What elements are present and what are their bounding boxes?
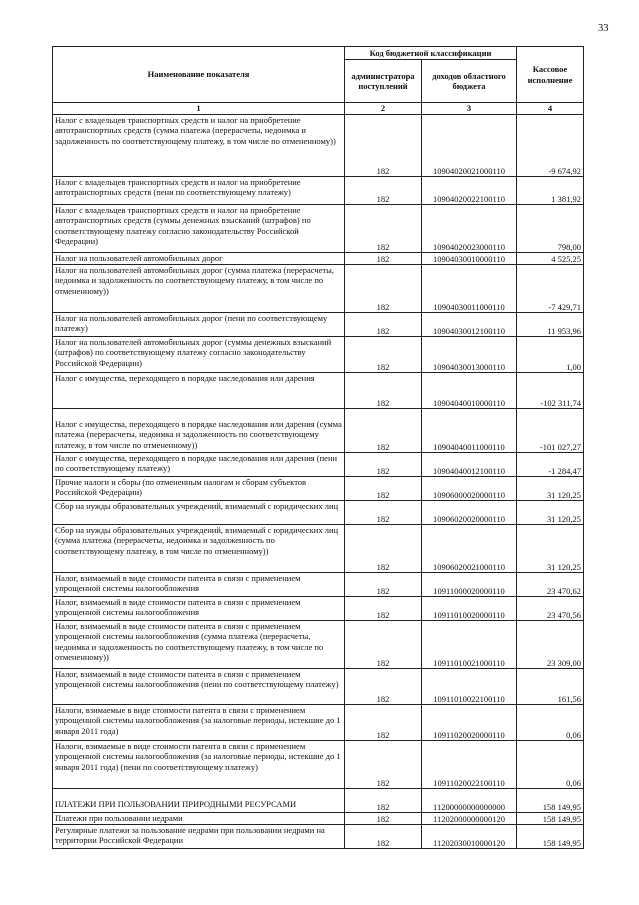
row-name: Налог с имущества, переходящего в порядке наследования или дарения [53,373,345,409]
row-name: Налоги, взимаемые в виде стоимости патента в связи с применением упрощенной системы налогообложения (за налоговые периоды, истекшие до 1 января 2011 года) (пени по соответствующему платежу) [53,741,345,789]
row-admin-code: 182 [345,789,422,813]
row-income-code: 10904020022100110 [422,177,517,205]
row-income-code: 10904040012100110 [422,453,517,477]
table-row [53,621,584,669]
row-income-code: 10911020020000110 [422,705,517,741]
row-name: Платежи при пользовании недрами [53,813,345,825]
header-income: доходов областного бюджета [422,60,517,103]
table-row [53,409,584,453]
row-income-code: 10904030011000110 [422,265,517,313]
row-name: Прочие налоги и сборы (по отмененным налогам и сборам субъектов Российской Федерации) [53,477,345,501]
row-amount: 11 953,96 [517,313,584,337]
row-amount: 158 149,95 [517,825,584,849]
row-income-code: 10906020020000110 [422,501,517,525]
row-amount: 798,00 [517,205,584,253]
header-colnum-2: 2 [345,103,422,115]
row-admin-code: 182 [345,177,422,205]
row-name: ПЛАТЕЖИ ПРИ ПОЛЬЗОВАНИИ ПРИРОДНЫМИ РЕСУРСАМИ [53,789,345,813]
row-income-code: 10904040010000110 [422,373,517,409]
row-admin-code: 182 [345,313,422,337]
row-admin-code: 182 [345,115,422,177]
header-code-group: Код бюджетной классификации [345,47,517,60]
row-income-code: 10904030012100110 [422,313,517,337]
row-admin-code: 182 [345,813,422,825]
table-row [53,825,584,849]
row-income-code: 10911010021000110 [422,621,517,669]
row-admin-code: 182 [345,597,422,621]
header-colnum-1: 1 [53,103,345,115]
row-admin-code: 182 [345,705,422,741]
budget-table [52,46,584,849]
row-income-code: 10904030010000110 [422,253,517,265]
row-admin-code: 182 [345,525,422,573]
table-row [53,597,584,621]
row-name: Сбор на нужды образовательных учреждений, взимаемый с юридических лиц (сумма платежа (перерасчеты, недоимка и задолженность по соответствующему платежу, в том числе по отмененному)) [53,525,345,573]
table-row [53,205,584,253]
row-amount: 31 120,25 [517,477,584,501]
row-income-code: 10906000020000110 [422,477,517,501]
row-name: Налог на пользователей автомобильных дорог (пени по соответствующему платежу) [53,313,345,337]
table-row [53,525,584,573]
row-income-code: 10904040011000110 [422,409,517,453]
row-admin-code: 182 [345,453,422,477]
table-row [53,573,584,597]
header-colnum-3: 3 [422,103,517,115]
table-row [53,177,584,205]
row-name: Налог на пользователей автомобильных дорог [53,253,345,265]
row-name: Регулярные платежи за пользование недрами при пользовании недрами на территории Российской Федерации [53,825,345,849]
row-name: Налог с владельцев транспортных средств и налог на приобретение автотранспортных средств (пени по соответствующему платежу) [53,177,345,205]
row-income-code: 10904020023000110 [422,205,517,253]
row-amount: 4 525,25 [517,253,584,265]
row-name: Налог с владельцев транспортных средств и налог на приобретение автотранспортных средств (сумма платежа (перерасчеты, недоимка и задолженность по соответствующему платежу, в том числе по отмененному)) [53,115,345,177]
row-admin-code: 182 [345,205,422,253]
row-name: Налог с имущества, переходящего в порядке наследования или дарения (пени по соответствующему платежу) [53,453,345,477]
table-row [53,373,584,409]
row-amount: 158 149,95 [517,813,584,825]
row-amount: -7 429,71 [517,265,584,313]
table-row [53,265,584,313]
row-name: Налог с имущества, переходящего в порядке наследования или дарения (сумма платежа (перерасчеты, недоимка и задолженность по соответствующему платежу, в том числе по отмененному)) [53,409,345,453]
header-admin: администратора поступлений [345,60,422,103]
row-admin-code: 182 [345,741,422,789]
row-amount: -1 284,47 [517,453,584,477]
row-admin-code: 182 [345,373,422,409]
row-income-code: 10911000020000110 [422,573,517,597]
row-income-code: 10911020022100110 [422,741,517,789]
row-admin-code: 182 [345,337,422,373]
table-row [53,115,584,177]
header-colnum-4: 4 [517,103,584,115]
row-amount: -101 027,27 [517,409,584,453]
table-row [53,705,584,741]
header-amount: Кассовое исполнение [517,47,584,103]
row-name: Налог на пользователей автомобильных дорог (суммы денежных взысканий (штрафов) по соответствующему платежу согласно законодательству Российской Федерации) [53,337,345,373]
row-admin-code: 182 [345,669,422,705]
table-row [53,789,584,813]
table-row [53,741,584,789]
table-row [53,453,584,477]
row-amount: 31 120,25 [517,525,584,573]
row-amount: -102 311,74 [517,373,584,409]
row-admin-code: 182 [345,825,422,849]
row-amount: 23 309,00 [517,621,584,669]
row-amount: 23 470,62 [517,573,584,597]
table-row [53,669,584,705]
row-name: Налог, взимаемый в виде стоимости патента в связи с применением упрощенной системы налогообложения (сумма платежа (перерасчеты, недоимка и задолженность по соответствующему платежу, в том числе по отмененному)) [53,621,345,669]
row-admin-code: 182 [345,477,422,501]
row-name: Налог с владельцев транспортных средств и налог на приобретение автотранспортных средств (суммы денежных взысканий (штрафов) по соответствующему платежу согласно законодательству Российской Федерации) [53,205,345,253]
row-name: Сбор на нужды образовательных учреждений, взимаемый с юридических лиц [53,501,345,525]
page-number: 33 [598,23,609,34]
row-admin-code: 182 [345,573,422,597]
row-name: Налог, взимаемый в виде стоимости патента в связи с применением упрощенной системы налогообложения [53,573,345,597]
row-amount: 0,06 [517,741,584,789]
row-admin-code: 182 [345,253,422,265]
row-amount: 0,06 [517,705,584,741]
row-name: Налоги, взимаемые в виде стоимости патента в связи с применением упрощенной системы налогообложения (за налоговые периоды, истекшие до 1 января 2011 года) [53,705,345,741]
row-amount: 161,56 [517,669,584,705]
table-row [53,813,584,825]
row-amount: -9 674,92 [517,115,584,177]
row-income-code: 11202030010000120 [422,825,517,849]
table-row [53,337,584,373]
row-amount: 158 149,95 [517,789,584,813]
row-income-code: 10911010020000110 [422,597,517,621]
table-row [53,477,584,501]
row-income-code: 11200000000000000 [422,789,517,813]
row-income-code: 10906020021000110 [422,525,517,573]
row-admin-code: 182 [345,621,422,669]
row-income-code: 10911010022100110 [422,669,517,705]
row-admin-code: 182 [345,501,422,525]
row-income-code: 10904020021000110 [422,115,517,177]
header-name: Наименование показателя [53,47,345,103]
row-name: Налог на пользователей автомобильных дорог (сумма платежа (перерасчеты, недоимка и задолженность по соответствующему платежу, в том числе по отмененному)) [53,265,345,313]
row-admin-code: 182 [345,409,422,453]
row-name: Налог, взимаемый в виде стоимости патента в связи с применением упрощенной системы налогообложения (пени по соответствующему платежу) [53,669,345,705]
table-row [53,313,584,337]
row-name: Налог, взимаемый в виде стоимости патента в связи с применением упрощенной системы налогообложения [53,597,345,621]
row-admin-code: 182 [345,265,422,313]
table-row [53,501,584,525]
table-row [53,253,584,265]
row-amount: 1 381,92 [517,177,584,205]
row-amount: 1,00 [517,337,584,373]
row-amount: 31 120,25 [517,501,584,525]
row-amount: 23 470,56 [517,597,584,621]
row-income-code: 11202000000000120 [422,813,517,825]
row-income-code: 10904030013000110 [422,337,517,373]
